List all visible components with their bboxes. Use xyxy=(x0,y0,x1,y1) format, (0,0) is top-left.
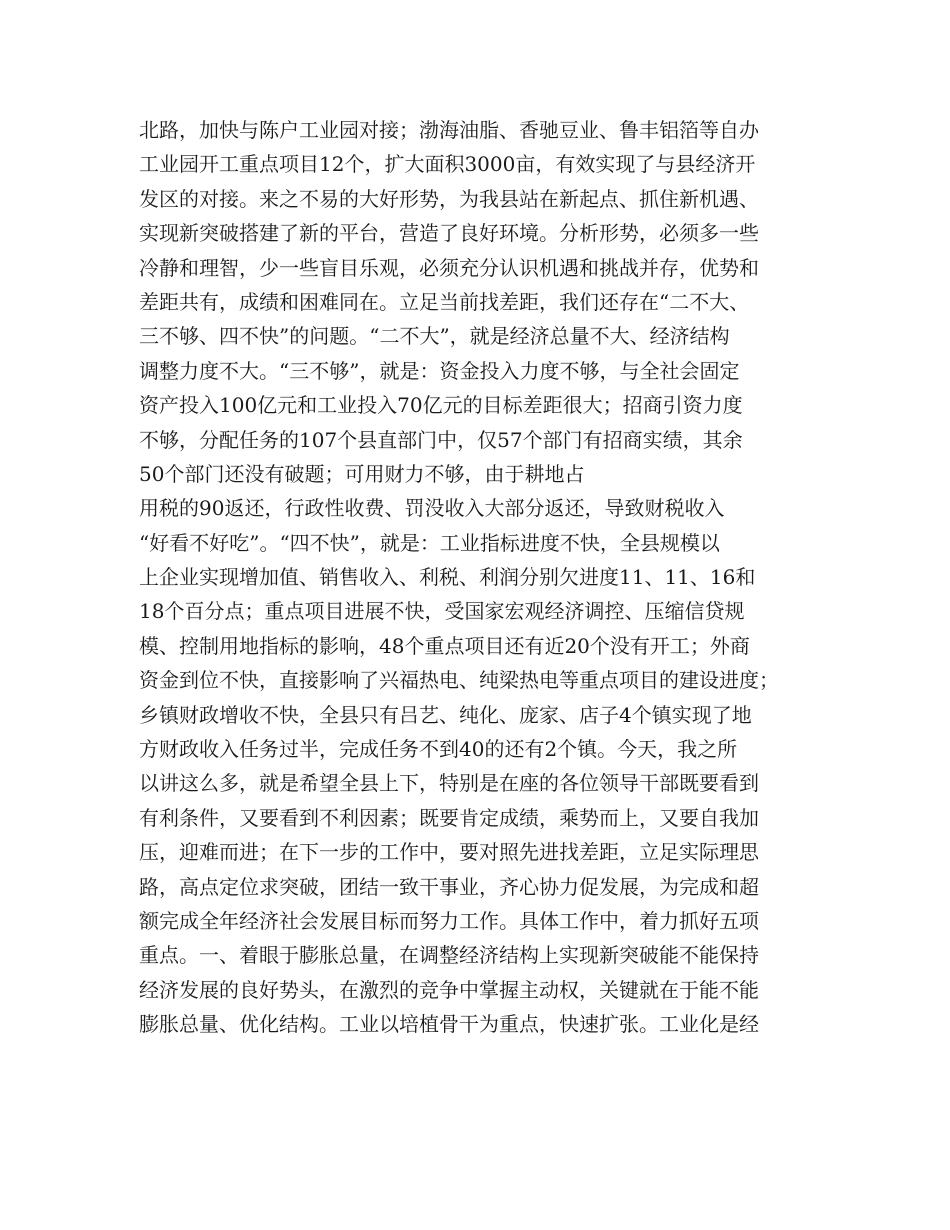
text-line-23: 路，高点定位求突破，团结一致干事业，齐心协力促发展，为完成和超 xyxy=(139,874,759,899)
text-line-9: 资产投入100亿元和工业投入70亿元的目标差距很大；招商引资力度 xyxy=(139,393,743,418)
text-line-25: 重点。一、着眼于膨胀总量，在调整经济结构上实现新突破能不能保持 xyxy=(139,943,759,968)
text-line-22: 压，迎难而进；在下一步的工作中，要对照先进找差距，立足实际理思 xyxy=(139,840,759,865)
text-line-15: 18个百分点；重点项目进展不快，受国家宏观经济调控、压缩信贷规 xyxy=(139,599,745,624)
text-line-19: 方财政收入任务过半，完成任务不到40的还有2个镇。今天，我之所 xyxy=(139,737,738,762)
text-line-14: 上企业实现增加值、销售收入、利税、利润分别欠进度11、11、16和 xyxy=(139,565,756,590)
text-line-17: 资金到位不快，直接影响了兴福热电、纯梁热电等重点项目的建设进度； xyxy=(139,668,779,693)
text-line-10: 不够，分配任务的107个县直部门中，仅57个部门有招商实绩，其余 xyxy=(139,427,743,452)
text-line-3: 发区的对接。来之不易的大好形势，为我县站在新起点、抓住新机遇、 xyxy=(139,186,759,211)
text-line-18: 乡镇财政增收不快，全县只有吕艺、纯化、庞家、店子4个镇实现了地 xyxy=(139,702,752,727)
body-text xyxy=(139,113,829,1042)
text-line-16: 模、控制用地指标的影响，48个重点项目还有近20个没有开工；外商 xyxy=(139,633,750,658)
text-line-12: 用税的90返还，行政性收费、罚没收入大部分返还，导致财税收入 xyxy=(139,496,725,521)
text-line-13: “好看不好吃”。“四不快”，就是：工业指标进度不快，全县规模以 xyxy=(139,530,720,555)
text-line-1: 北路，加快与陈户工业园对接；渤海油脂、香驰豆业、鲁丰铝箔等自办 xyxy=(139,118,759,142)
text-line-20: 以讲这么多，就是希望全县上下，特别是在座的各位领导干部既要看到 xyxy=(139,771,759,796)
text-line-7: 三不够、四不快”的问题。“二不大”，就是经济总量不大、经济结构 xyxy=(139,324,730,349)
text-line-6: 差距共有，成绩和困难同在。立足当前找差距，我们还存在“二不大、 xyxy=(139,289,750,314)
text-line-11: 50个部门还没有破题；可用财力不够，由于耕地占 xyxy=(139,461,585,486)
text-line-21: 有利条件，又要看到不利因素；既要肯定成绩，乘势而上，又要自我加 xyxy=(139,805,759,830)
text-line-24: 额完成全年经济社会发展目标而努力工作。具体工作中，着力抓好五项 xyxy=(139,908,759,933)
text-line-8: 调整力度不大。“三不够”，就是：资金投入力度不够，与全社会固定 xyxy=(139,358,740,383)
text-line-27: 膨胀总量、优化结构。工业以培植骨干为重点，快速扩张。工业化是经 xyxy=(139,1012,759,1037)
text-line-4: 实现新突破搭建了新的平台，营造了良好环境。分析形势，必须多一些 xyxy=(139,221,759,246)
text-line-5: 冷静和理智，少一些盲目乐观，必须充分认识机遇和挑战并存，优势和 xyxy=(139,255,759,280)
text-line-26: 经济发展的良好势头，在激烈的竞争中掌握主动权，关键就在于能不能 xyxy=(139,977,759,1002)
text-line-2: 工业园开工重点项目12个，扩大面积3000亩，有效实现了与县经济开 xyxy=(139,152,756,177)
